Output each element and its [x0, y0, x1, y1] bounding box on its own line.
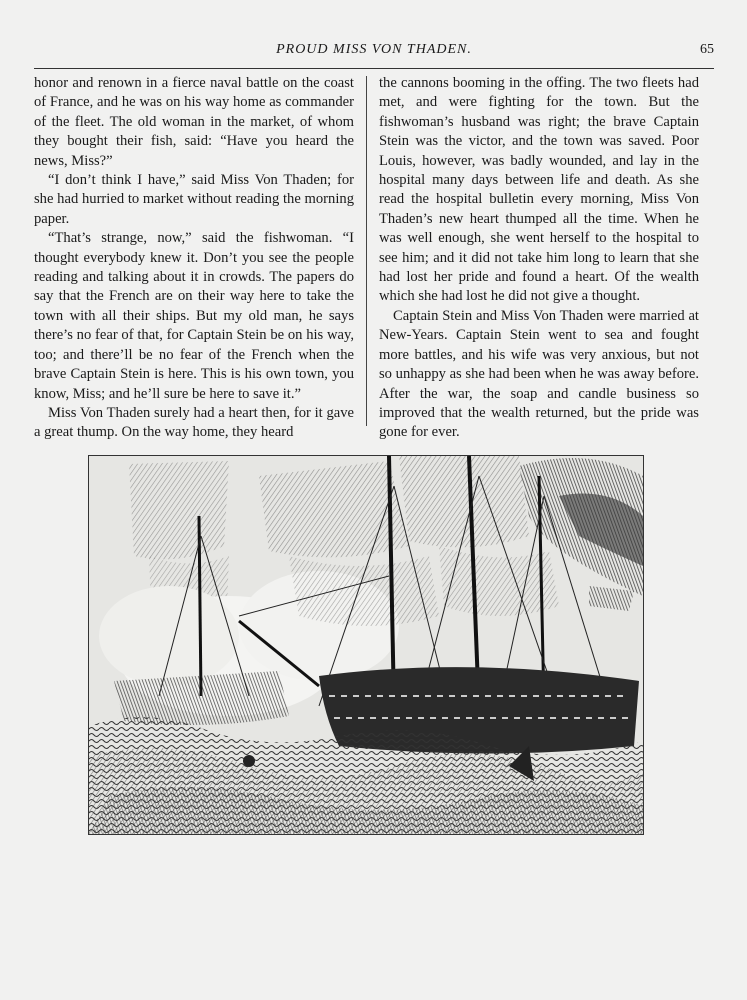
- paragraph: “That’s strange, now,” said the fishwoman. “I thought everybody knew it. Don’t you see the people reading and talking about it in crowds. The papers do say that the French are on their way here to take the town with all their ships. But my old man, he says there’s no fear of that, for Captain Stein be on his way, too; and there’ll be no fear of the French when the brave Captain Stein is here. This is his own town, you know, Miss; and he’ll sure be here to save it.”: [34, 230, 354, 402]
- naval-battle-engraving: [88, 455, 644, 835]
- running-title: PROUD MISS VON THADEN.: [276, 42, 472, 57]
- paragraph: Miss Von Thaden surely had a heart then, for it gave a great thump. On the way home, they heard: [34, 404, 354, 441]
- paragraph: Captain Stein and Miss Von Thaden were married at New-Years. Captain Stein went to sea and fought more battles, and his wife was very anxious, but not so unhappy as she had been when he was away before. After the war, the soap and candle business so improved that the wealth returned, but the pride was gone for ever.: [379, 307, 699, 441]
- page-header: [34, 42, 714, 64]
- page-number: 65: [700, 42, 714, 57]
- right-column: [367, 74, 699, 441]
- left-column: [34, 74, 366, 441]
- paragraph: “I don’t think I have,” said Miss Von Thaden; for she had hurried to market without reading the morning paper.: [34, 172, 354, 227]
- engraving-image: [89, 456, 643, 834]
- paragraph: honor and renown in a fierce naval battle on the coast of France, and he was on his way home as commander of the fleet. The old woman in the market, of whom they bought their fish, said: “Have you heard the news, Miss?”: [34, 75, 354, 169]
- header-rule: [34, 68, 714, 69]
- paragraph: the cannons booming in the offing. The two fleets had met, and were fighting for the town. But the fishwoman’s husband was right; the brave Captain Stein was the victor, and the town was saved. Poor Louis, however, was badly wounded, and lay in the hospital many days between life and death. As she read the hospital bulletin every morning, Miss Von Thaden’s new heart thumped all the time. When he was well enough, she went herself to the hospital to see him; and it did not take him long to learn that she had lost her pride and found a heart. Of the wealth which she had lost he did not give a thought.: [379, 75, 699, 305]
- text-columns: [34, 74, 714, 441]
